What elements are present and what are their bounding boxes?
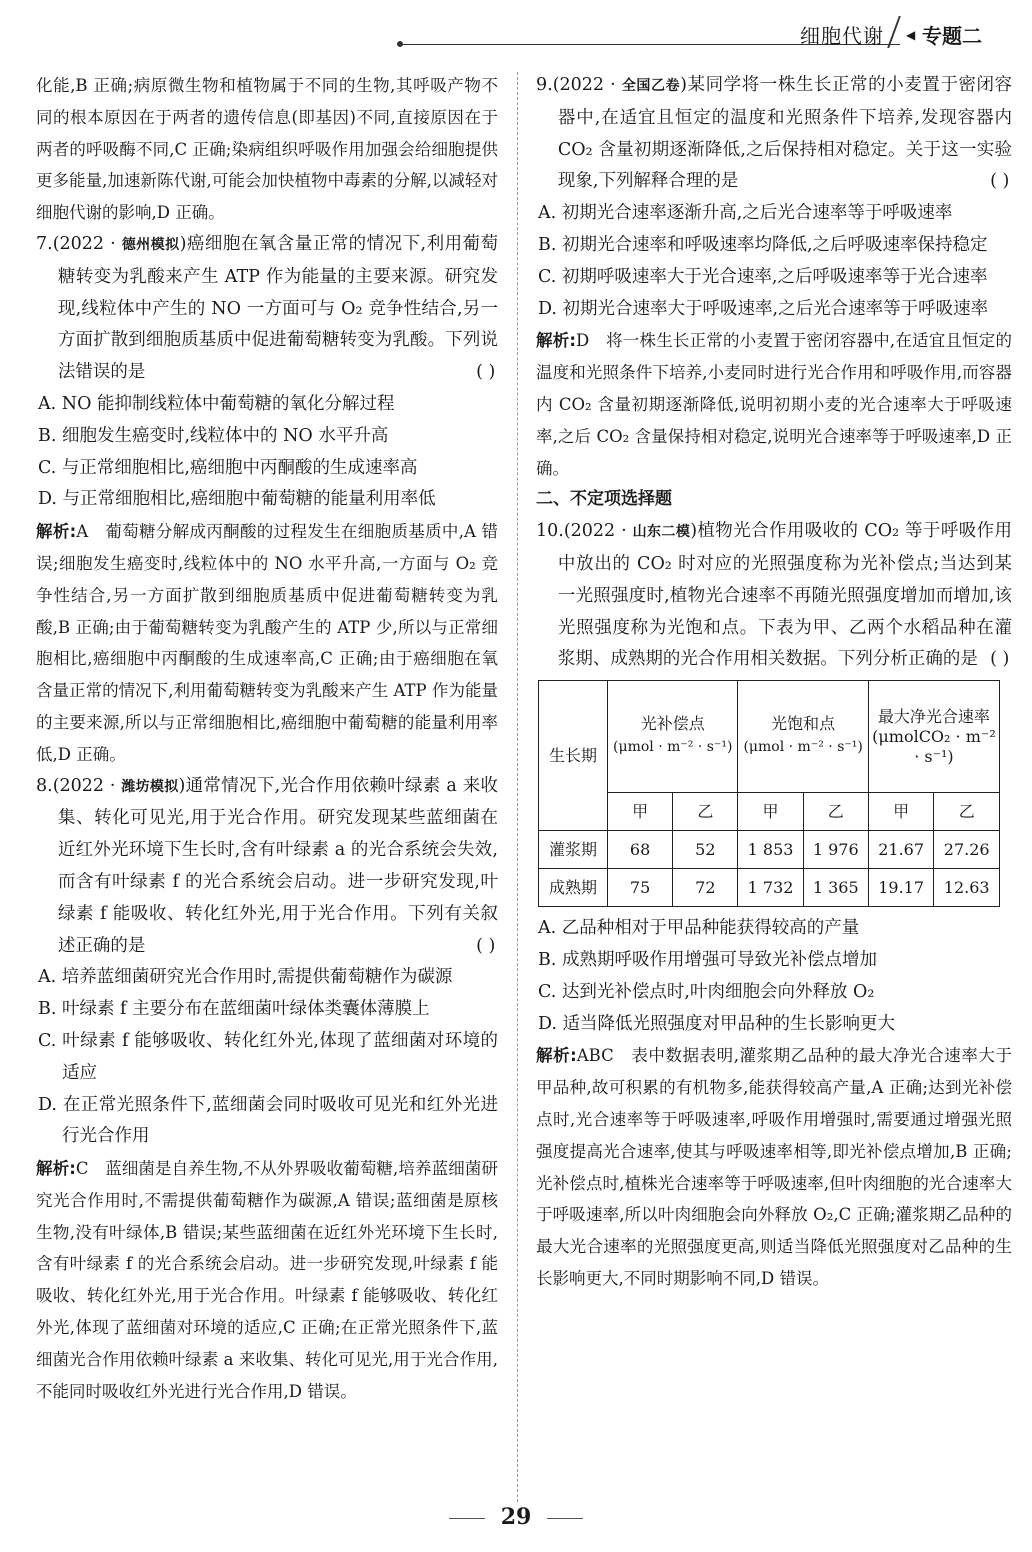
footer-rule-left — [449, 1518, 485, 1519]
header-topic: 专题二 — [922, 24, 982, 48]
option-d: D. 与正常细胞相比,癌细胞中葡萄糖的能量利用率低 — [38, 489, 436, 510]
option-b: B. 初期光合速率和呼吸速率均降低,之后呼吸速率保持稳定 — [538, 234, 988, 255]
triangle-left-icon: ◀ — [906, 28, 916, 42]
column-divider — [517, 72, 518, 1502]
left-column — [36, 70, 498, 1407]
page-number: 29 — [500, 1504, 532, 1530]
table-cell: 52 — [673, 831, 738, 869]
option-b: B. 叶绿素 f 主要分布在蓝细菌叶绿体类囊体薄膜上 — [38, 999, 430, 1020]
question-7 — [36, 229, 498, 771]
table-cell: 72 — [673, 869, 738, 907]
option-a: A. 乙品种相对于甲品种能获得较高的产量 — [538, 918, 860, 939]
table-cell: 75 — [608, 869, 673, 907]
table-cell: 灌浆期 — [539, 831, 608, 869]
table-header-saturation: 光饱和点 (μmol · m⁻² · s⁻¹) — [738, 681, 868, 793]
table-header-max-rate: 最大净光合速率(μmolCO₂ · m⁻² · s⁻¹) — [868, 681, 999, 793]
table-cell: 68 — [608, 831, 673, 869]
table-subheader-row — [539, 793, 1000, 831]
header-chapter: 细胞代谢 — [800, 24, 884, 48]
option-a: A. 培养蓝细菌研究光合作用时,需提供葡萄糖作为碳源 — [38, 967, 453, 988]
continued-answer: 化能,B 正确;病原微生物和植物属于不同的生物,其呼吸产物不同的根本原因在于两者的遗传信息(即基因)不同,直接原因在于两者的呼吸酶不同,C 正确;染病组织呼吸作用加强会给细胞提供更多能量,加速新陈代谢,可能会加快植物中毒素的分解,以减轻对细胞代谢的影响,D 正确。 — [36, 76, 498, 223]
table-cell: 1 976 — [803, 831, 868, 869]
table-cell: 21.67 — [868, 831, 934, 869]
question-10-stem: 10.(2022 · 山东二模)植物光合作用吸收的 CO₂ 等于呼吸作用中放出的 CO₂ 时对应的光照强度称为光补偿点;当达到某一光照强度时,植物光合速率不再随光照强度增加而增加,该光照强度称为光饱和点。下表为甲、乙两个水稻品种在灌浆期、成熟期的光合作用相关数据。下列分析正确的是 ( ) — [536, 521, 1012, 670]
data-table — [538, 680, 1000, 907]
table-cell: 1 732 — [738, 869, 803, 907]
answer-8: 解析:C 蓝细菌是自养生物,不从外界吸收葡萄糖,培养蓝细菌研究光合作用时,不需提供葡萄糖作为碳源,A 错误;蓝细菌是原核生物,没有叶绿体,B 错误;某些蓝细菌在近红外光环境下生长时,含有叶绿素 f 的光合系统会启动。进一步研究发现,叶绿素 f 能吸收、转化红外光,用于光合作用。叶绿素 f 能够吸收、转化红外光,体现了蓝细菌对环境的适应,C 正确;在正常光照条件下,蓝细菌光合作用依赖叶绿素 a 来收集、转化可见光,用于光合作用,不能同时吸收红外光进行光合作用,D 错误。 — [36, 1159, 498, 1401]
table-row — [539, 869, 1000, 907]
table-header-stage: 生长期 — [539, 681, 608, 831]
option-d: D. 在正常光照条件下,蓝细菌会同时吸收可见光和红外光进行光合作用 — [38, 1094, 498, 1147]
table-cell: 1 365 — [803, 869, 868, 907]
answer-10: 解析:ABC 表中数据表明,灌浆期乙品种的最大净光合速率大于甲品种,故可积累的有机物多,能获得较高产量,A 正确;达到光补偿点时,光合速率等于呼吸速率,呼吸作用增强时,需要通过增强光照强度提高光合速率,使其与呼吸速率相等,即光补偿点增加,B 正确;光补偿点时,植株光合速率等于呼吸速率,但叶肉细胞的光合速率大于呼吸速率,所以叶肉细胞会向外释放 O₂,C 正确;灌浆期乙品种的最大光合速率的光照强度更高,则适当降低光照强度对乙品种的生长影响更大,不同时期影响不同,D 错误。 — [536, 1046, 1012, 1288]
question-9 — [536, 70, 1012, 484]
table-cell: 乙 — [803, 793, 868, 831]
question-8-stem: 8.(2022 · 潍坊模拟)通常情况下,光合作用依赖叶绿素 a 来收集、转化可见光,用于光合作用。研究发现某些蓝细菌在近红外光环境下生长时,含有叶绿素 a 的光合系统会失效,而含有叶绿素 f 的光合系统会启动。进一步研究发现,叶绿素 f 能吸收、转化红外光,用于光合作用。下列有关叙述正确的是 ( ) — [36, 775, 499, 956]
answer-9: 解析:D 将一株生长正常的小麦置于密闭容器中,在适宜且恒定的温度和光照条件下培养,小麦同时进行光合作用和呼吸作用,而容器内 CO₂ 含量初期逐渐降低,说明初期小麦的光合速率大于呼吸速率,之后 CO₂ 含量保持相对稳定,说明光合速率等于呼吸速率,D 正确。 — [536, 331, 1012, 478]
option-c: C. 与正常细胞相比,癌细胞中丙酮酸的生成速率高 — [38, 457, 418, 478]
section-heading: 二、不定项选择题 — [536, 489, 672, 510]
table-cell: 乙 — [673, 793, 738, 831]
answer-7: 解析:A 葡萄糖分解成丙酮酸的过程发生在细胞质基质中,A 错误;细胞发生癌变时,线粒体中的 NO 水平升高,一方面与 O₂ 竞争性结合,另一方面扩散到细胞质基质中促进葡萄糖转变为乳酸,B 正确;由于葡萄糖转变为乳酸产生的 ATP 少,所以与正常细胞相比,癌细胞中丙酮酸的生成速率高,C 正确;由于癌细胞在氧含量正常的情况下,利用葡萄糖转变为乳酸来产生 ATP 作为能量的主要来源,所以与正常细胞相比,癌细胞中葡萄糖的能量利用率低,D 正确。 — [36, 522, 498, 764]
footer-rule-right — [547, 1518, 583, 1519]
question-10 — [536, 516, 1012, 1295]
option-c: C. 初期呼吸速率大于光合速率,之后呼吸速率等于光合速率 — [538, 266, 988, 287]
table-cell: 成熟期 — [539, 869, 608, 907]
table-header-compensation: 光补偿点 (μmol · m⁻² · s⁻¹) — [608, 681, 738, 793]
table-cell: 27.26 — [934, 831, 1000, 869]
page-header — [0, 0, 1032, 60]
table-cell: 甲 — [608, 793, 673, 831]
table-header-row — [539, 681, 1000, 793]
option-b: B. 成熟期呼吸作用增强可导致光补偿点增加 — [538, 949, 877, 970]
table-cell: 12.63 — [934, 869, 1000, 907]
option-d: D. 适当降低光照强度对甲品种的生长影响更大 — [538, 1013, 896, 1034]
option-c: C. 达到光补偿点时,叶肉细胞会向外释放 O₂ — [538, 981, 875, 1002]
table-row — [539, 831, 1000, 869]
question-8 — [36, 771, 498, 1408]
table-cell: 乙 — [934, 793, 1000, 831]
question-9-stem: 9.(2022 · 全国乙卷)某同学将一株生长正常的小麦置于密闭容器中,在适宜且恒定的温度和光照条件下培养,发现容器内 CO₂ 含量初期逐渐降低,之后保持相对稳定。关于这一实验现象,下列解释合理的是 ( ) — [536, 75, 1013, 192]
option-c: C. 叶绿素 f 能够吸收、转化红外光,体现了蓝细菌对环境的适应 — [38, 1030, 498, 1083]
option-d: D. 初期光合速率大于呼吸速率,之后光合速率等于呼吸速率 — [538, 298, 989, 319]
page-footer — [0, 1504, 1032, 1530]
option-a: A. NO 能抑制线粒体中葡萄糖的氧化分解过程 — [38, 393, 395, 414]
right-column — [536, 70, 1012, 1295]
option-b: B. 细胞发生癌变时,线粒体中的 NO 水平升高 — [38, 425, 389, 446]
question-7-stem: 7.(2022 · 德州模拟)癌细胞在氧含量正常的情况下,利用葡萄糖转变为乳酸来产生 ATP 作为能量的主要来源。研究发现,线粒体中产生的 NO 一方面可与 O₂ 竞争性结合,另一方面扩散到细胞质基质中促进葡萄糖转变为乳酸。下列说法错误的是 ( ) — [36, 233, 499, 383]
table-cell: 甲 — [738, 793, 803, 831]
option-a: A. 初期光合速率逐渐升高,之后光合速率等于呼吸速率 — [538, 203, 953, 224]
table-cell: 19.17 — [868, 869, 934, 907]
table-cell: 1 853 — [738, 831, 803, 869]
table-cell: 甲 — [868, 793, 934, 831]
